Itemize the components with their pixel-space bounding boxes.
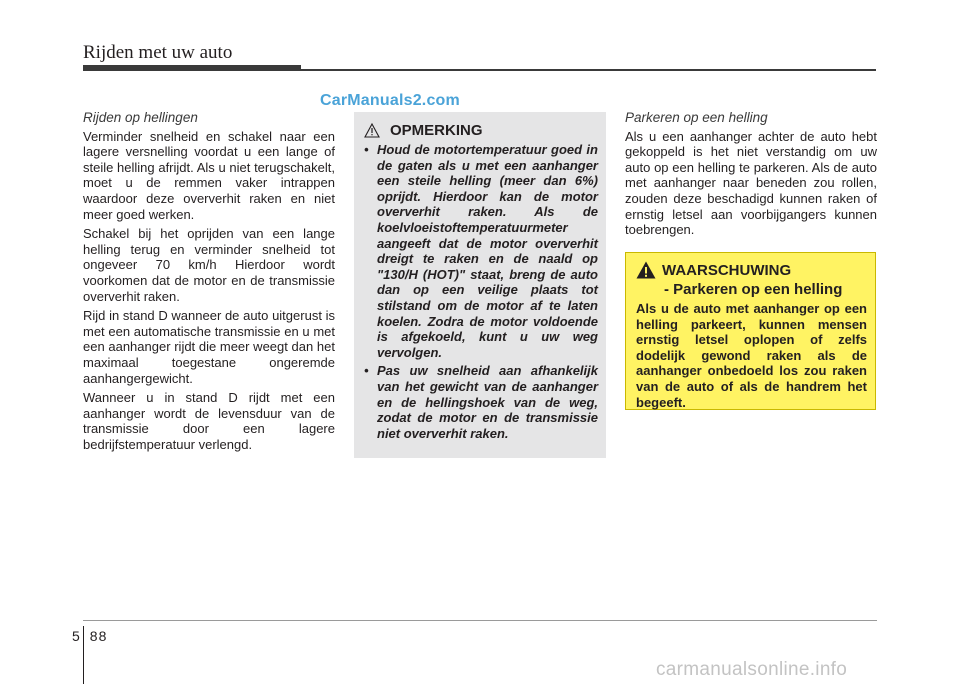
- note-item-text: Houd de motortemperatuur goed in de gaten als u met een aanhanger een steile helling (meer dan 6%) oprijdt. Hierdoor kan de motor oververhit raken. Als de koelvloeistoftemperatuurmeter aangeeft dat de motor oververhit dreigt te raken en de naald op "130/H (HOT)" staat, breng de auto dan op een veilige plaats tot stilstand om de motor af te laten koelen. Zodra de motor voldoende is afgekoeld, kunt u uw weg vervolgen.: [377, 142, 598, 360]
- right-heading: Parkeren op een helling: [625, 110, 768, 125]
- watermark-link[interactable]: CarManuals2.com: [320, 92, 460, 109]
- warning-text: Als u de auto met aanhanger op een helling parkeert, kunnen mensen ernstig letsel oplopen of zelfs dodelijk gewond raken als de aanhanger onbedoeld los zou raken van de auto of als de handrem het begeeft.: [636, 301, 867, 410]
- caution-icon: [364, 123, 380, 138]
- warning-header: [636, 261, 867, 279]
- note-list: [364, 142, 598, 441]
- title-rule: [301, 69, 876, 71]
- left-paragraph: Schakel bij het oprijden van een lange helling terug en verminder snelheid tot ongeveer 70 km/h Hierdoor wordt voorkomen dat de motor en de transmissie oververhit raken.: [83, 226, 335, 304]
- warning-subtitle: - Parkeren op een helling: [664, 281, 843, 298]
- footer-rule: [83, 620, 877, 621]
- warning-title: WAARSCHUWING: [662, 261, 792, 279]
- left-paragraph: Verminder snelheid en schakel naar een lagere versnelling voordat u een lange of steile helling afrijdt. Als u niet terugschakelt, moet u de remmen vaker intrappen waardoor deze oververhit raken en niet meer goed werken.: [83, 128, 335, 222]
- bullet-icon: •: [364, 142, 369, 157]
- left-paragraph: Rijd in stand D wanneer de auto uitgerust is met een automatische transmissie en u met een aanhanger rijdt die meer weegt dan het maximaal toegestane ongeremde aanhangergewicht.: [83, 308, 335, 386]
- left-paragraph: Wanneer u in stand D rijdt met een aanhanger wordt de levensduur van de transmissie door een lagere bedrijfstemperatuur verlengd.: [83, 390, 335, 452]
- left-heading: Rijden op hellingen: [83, 110, 198, 125]
- right-paragraph: Als u een aanhanger achter de auto hebt gekoppeld is het niet verstandig om uw auto op een helling te parkeren. Als de auto met aanhanger naar beneden zou rollen, zouden deze beschadigd kunnen raken of ernstig letsel aan voorbijgangers kunnen toebrengen.: [625, 128, 877, 238]
- site-watermark: carmanualsonline.info: [656, 659, 848, 680]
- chapter-number: 5: [72, 628, 81, 644]
- warning-box: [625, 252, 876, 410]
- bullet-icon: •: [364, 363, 369, 379]
- note-header: [364, 122, 598, 139]
- right-column: [625, 110, 877, 242]
- note-item-text: Pas uw snelheid aan afhankelijk van het gewicht van de aanhanger en de hellingshoek van de weg, zodat de motor en de transmissie niet oververhit raken.: [377, 363, 598, 441]
- note-item: [364, 363, 598, 441]
- page-number: [72, 628, 107, 644]
- warning-icon: [636, 261, 656, 279]
- title-bar: [83, 65, 301, 71]
- section-title: Rijden met uw auto: [83, 42, 233, 63]
- note-item: [364, 142, 598, 360]
- left-column: [83, 110, 335, 456]
- note-title: OPMERKING: [390, 122, 483, 139]
- note-box: [354, 112, 606, 458]
- page-count: 88: [89, 628, 108, 644]
